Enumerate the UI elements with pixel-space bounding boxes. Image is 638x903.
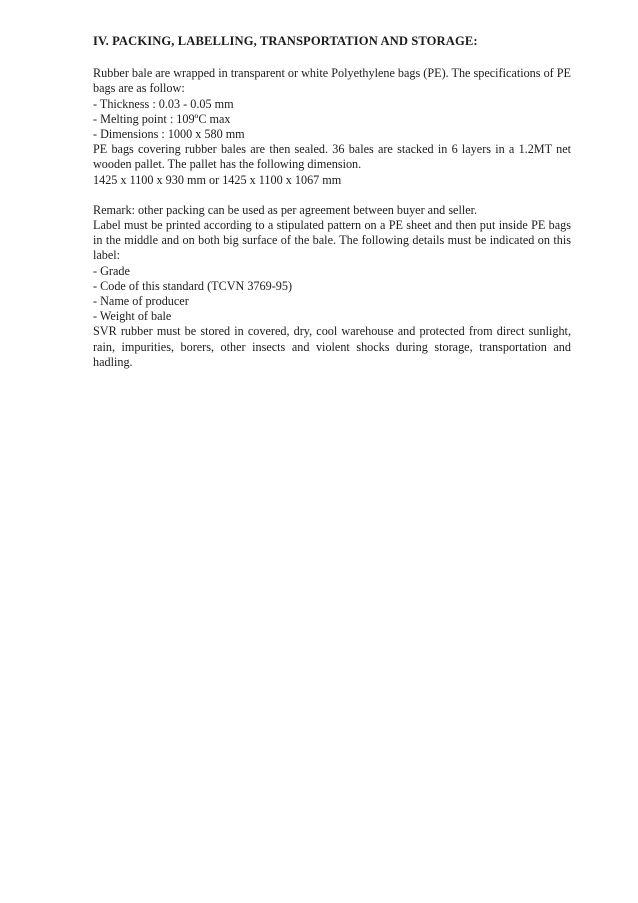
intro-paragraph: Rubber bale are wrapped in transparent or white Polyethylene bags (PE). The specifications of PE bags are as follow: bbox=[93, 66, 571, 96]
spec-melting-point: - Melting point : 109ºC max bbox=[93, 111, 231, 126]
pallet-dimensions: 1425 x 1100 x 930 mm or 1425 x 1100 x 1067 mm bbox=[93, 172, 342, 187]
spec-thickness: - Thickness : 0.03 - 0.05 mm bbox=[93, 96, 234, 111]
label-paragraph: Label must be printed according to a stipulated pattern on a PE sheet and then put inside PE bags in the middle and on both big surface of the bale. The following details must be indicated on this label: bbox=[93, 218, 571, 263]
label-item-grade: - Grade bbox=[93, 263, 130, 278]
remark-paragraph: Remark: other packing can be used as per agreement between buyer and seller. bbox=[93, 202, 478, 217]
label-item-producer: - Name of producer bbox=[93, 294, 189, 309]
spec-dimensions: - Dimensions : 1000 x 580 mm bbox=[93, 127, 245, 142]
label-item-weight: - Weight of bale bbox=[93, 309, 172, 324]
pallet-paragraph: PE bags covering rubber bales are then sealed. 36 bales are stacked in 6 layers in a 1.2MT net wooden pallet. The pallet has the following dimension. bbox=[93, 142, 571, 172]
section-heading: IV. PACKING, LABELLING, TRANSPORTATION AND STORAGE: bbox=[93, 34, 478, 48]
paragraph-gap bbox=[93, 188, 571, 203]
document-body bbox=[93, 34, 571, 370]
storage-paragraph: SVR rubber must be stored in covered, dry, cool warehouse and protected from direct sunlight, rain, impurities, borers, other insects and violent shocks during storage, transportation and hadling. bbox=[93, 324, 571, 369]
label-item-code: - Code of this standard (TCVN 3769-95) bbox=[93, 278, 293, 293]
